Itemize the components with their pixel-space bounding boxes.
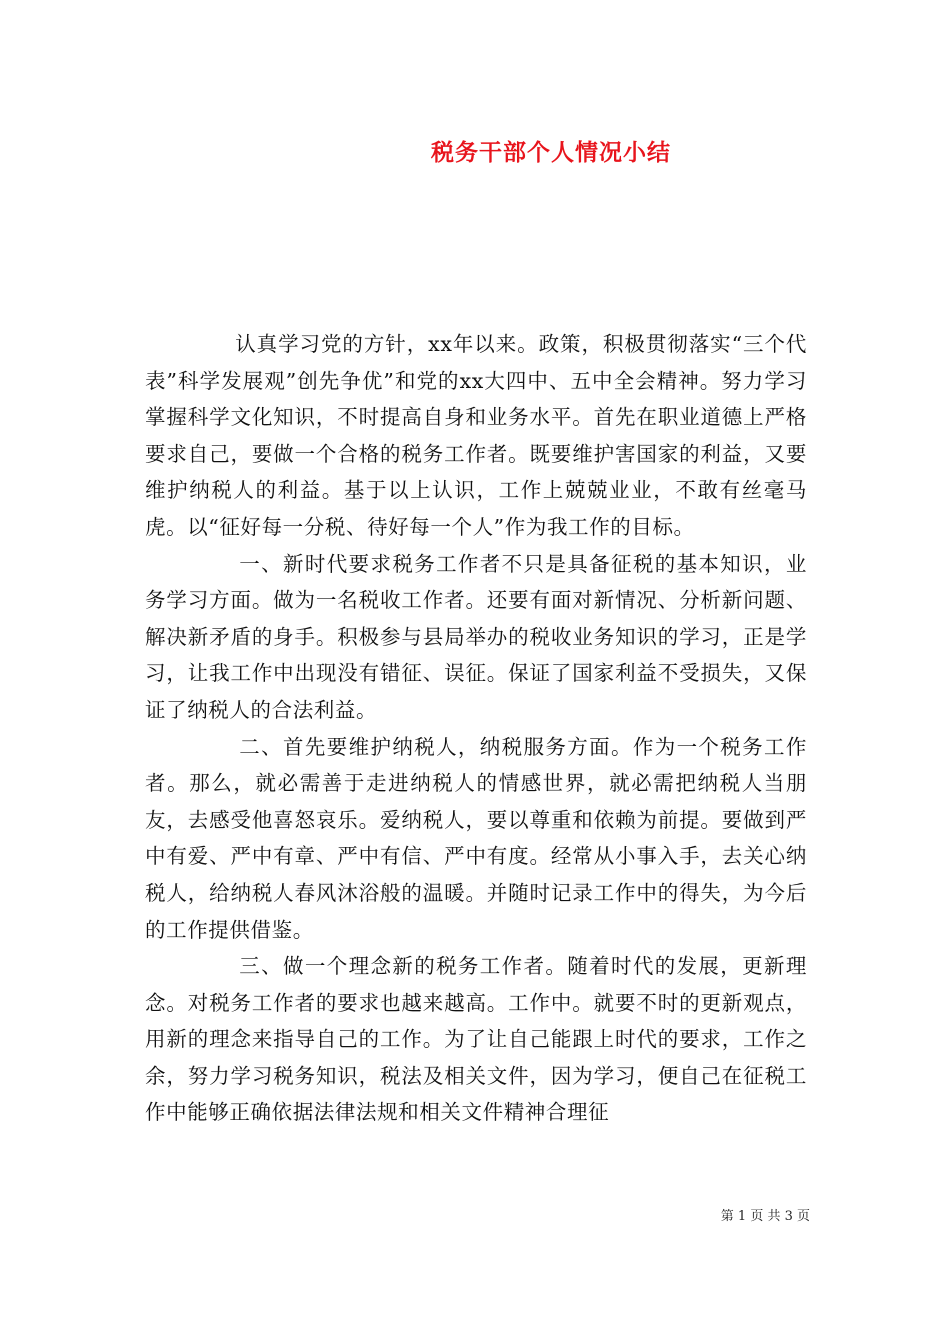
paragraph-section-1: 一、新时代要求税务工作者不只是具备征税的基本知识，业务学习方面。做为一名税收工作者。还要有面对新情况、分析新问题、解决新矛盾的身手。积极参与县局举办的税收业务知识的学习，正是学习，让我工作中出现没有错征、误征。保证了国家利益不受损失，又保证了纳税人的合法利益。 [145, 551, 807, 722]
page-number-footer: 第 1 页 共 3 页 [720, 1209, 810, 1224]
paragraph-section-2: 二、首先要维护纳税人，纳税服务方面。作为一个税务工作者。那么，就必需善于走进纳税人的情感世界，就必需把纳税人当朋友，去感受他喜怒哀乐。爱纳税人，要以尊重和依赖为前提。要做到严中有爱、严中有章、严中有信、严中有度。经常从小事入手，去关心纳税人，给纳税人春风沐浴般的温暖。并随时记录工作中的得失，为今后的工作提供借鉴。 [145, 734, 807, 942]
paragraph-intro: 认真学习党的方针，xx年以来。政策，积极贯彻落实“三个代表”科学发展观”创先争优”和党的xx大四中、五中全会精神。努力学习掌握科学文化知识，不时提高自身和业务水平。首先在职业道德上严格要求自己，要做一个合格的税务工作者。既要维护害国家的利益，又要维护纳税人的利益。基于以上认识，工作上兢兢业业，不敢有丝毫马虎。以“征好每一分税、待好每一个人”作为我工作的目标。 [145, 332, 807, 539]
document-body [145, 326, 807, 1131]
document-title: 税务干部个人情况小结 [431, 139, 671, 166]
paragraph-section-3: 三、做一个理念新的税务工作者。随着时代的发展，更新理念。对税务工作者的要求也越来越高。工作中。就要不时的更新观点，用新的理念来指导自己的工作。为了让自己能跟上时代的要求，工作之余，努力学习税务知识，税法及相关文件，因为学习，便自己在征税工作中能够正确依据法律法规和相关文件精神合理征 [145, 954, 807, 1125]
